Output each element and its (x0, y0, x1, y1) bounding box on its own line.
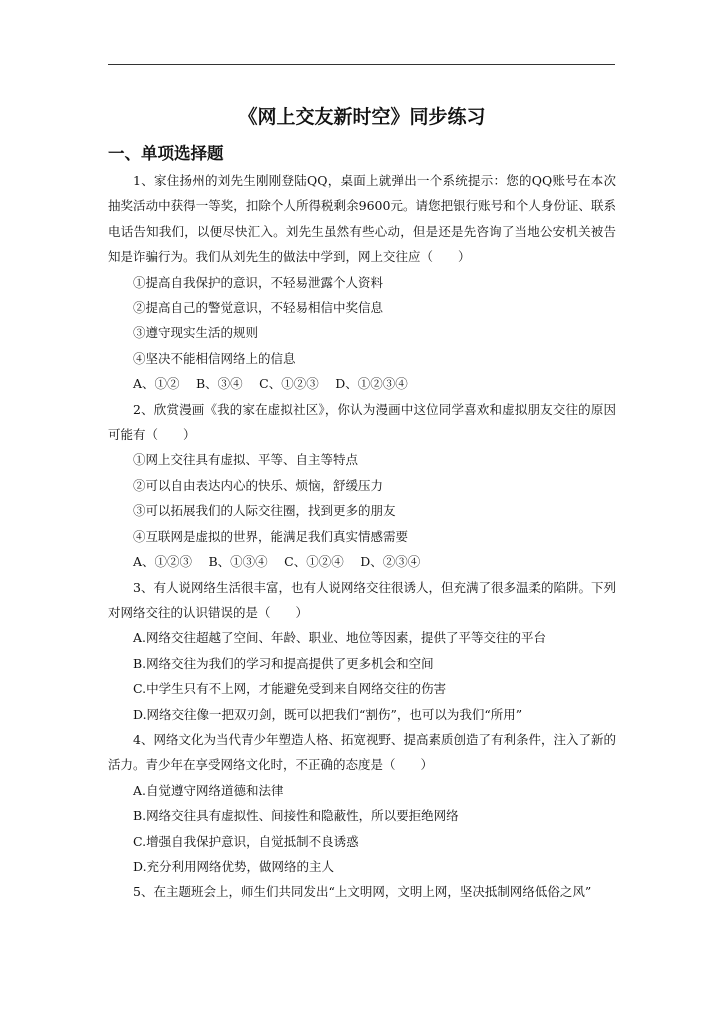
section-heading: 一、单项选择题 (108, 144, 224, 163)
question-option: ④坚决不能相信网络上的信息 (133, 350, 296, 366)
question-option: ①提高自我保护的意识，不轻易泄露个人资料 (133, 274, 384, 290)
question-option: ②可以自由表达内心的快乐、烦恼，舒缓压力 (133, 477, 384, 493)
question-stem: 3、有人说网络生活很丰富，也有人说网络交往很诱人，但充满了很多温柔的陷阱。下列对网络交往的认识错误的是（ ） (108, 579, 616, 620)
answer-choice: C.中学生只有不上网，才能避免受到来自网络交往的伤害 (133, 681, 447, 697)
question-stem: 4、网络文化为当代青少年塑造人格、拓宽视野、提高素质创造了有利条件，注入了新的活力。青少年在享受网络文化时，不正确的态度是（ ） (108, 731, 616, 773)
question (108, 168, 616, 397)
question-option: ③遵守现实生活的规则 (133, 325, 259, 341)
question-list (108, 168, 616, 905)
question-stem: 1、家住扬州的刘先生刚刚登陆QQ，桌面上就弹出一个系统提示：您的QQ账号在本次抽奖活动中获得一等奖，扣除个人所得税剩余9600元。请您把银行账号和个人身份证、联系电话告知我们，以便尽快汇入。刘先生虽然有些心动，但是还是先咨询了当地公安机关被告知是诈骗行为。我们从刘先生的做法中学到，网上交往应（ ） (108, 173, 616, 265)
answer-choice: A.自觉遵守网络道德和法律 (133, 782, 284, 798)
answer-choice: B.网络交往具有虚拟性、间接性和隐蔽性，所以要拒绝网络 (133, 808, 459, 824)
header-rule (108, 64, 615, 65)
question-option: ①网上交往具有虚拟、平等、自主等特点 (133, 452, 359, 468)
question (108, 397, 616, 575)
question-stem: 5、在主题班会上，师生们共同发出“上文明网，文明上网，坚决抵制网络低俗之风” (133, 884, 592, 900)
question-stem: 2、欣赏漫画《我的家在虚拟社区》，你认为漫画中这位同学喜欢和虚拟朋友交往的原因可能有（ ） (108, 401, 616, 443)
question (108, 727, 616, 879)
document-title: 《网上交友新时空》同步练习 (238, 106, 486, 128)
answer-choice: B.网络交往为我们的学习和提高提供了更多机会和空间 (133, 655, 434, 671)
answer-choice: D.网络交往像一把双刃剑，既可以把我们“割伤”，也可以为我们“所用” (133, 706, 523, 722)
question (108, 575, 616, 727)
answer-choices: A、①② B、③④ C、①②③ D、①②③④ (133, 376, 408, 392)
question-option: ④互联网是虚拟的世界，能满足我们真实情感需要 (133, 528, 409, 544)
answer-choice: A.网络交往超越了空间、年龄、职业、地位等因素，提供了平等交往的平台 (133, 630, 547, 646)
question-option: ③可以拓展我们的人际交往圈，找到更多的朋友 (133, 503, 396, 519)
question (108, 879, 616, 904)
question-option: ②提高自己的警觉意识，不轻易相信中奖信息 (133, 300, 384, 316)
answer-choice: C.增强自我保护意识，自觉抵制不良诱惑 (133, 833, 359, 849)
answer-choices: A、①②③ B、①③④ C、①②④ D、②③④ (133, 554, 421, 570)
answer-choice: D.充分利用网络优势，做网络的主人 (133, 858, 335, 874)
